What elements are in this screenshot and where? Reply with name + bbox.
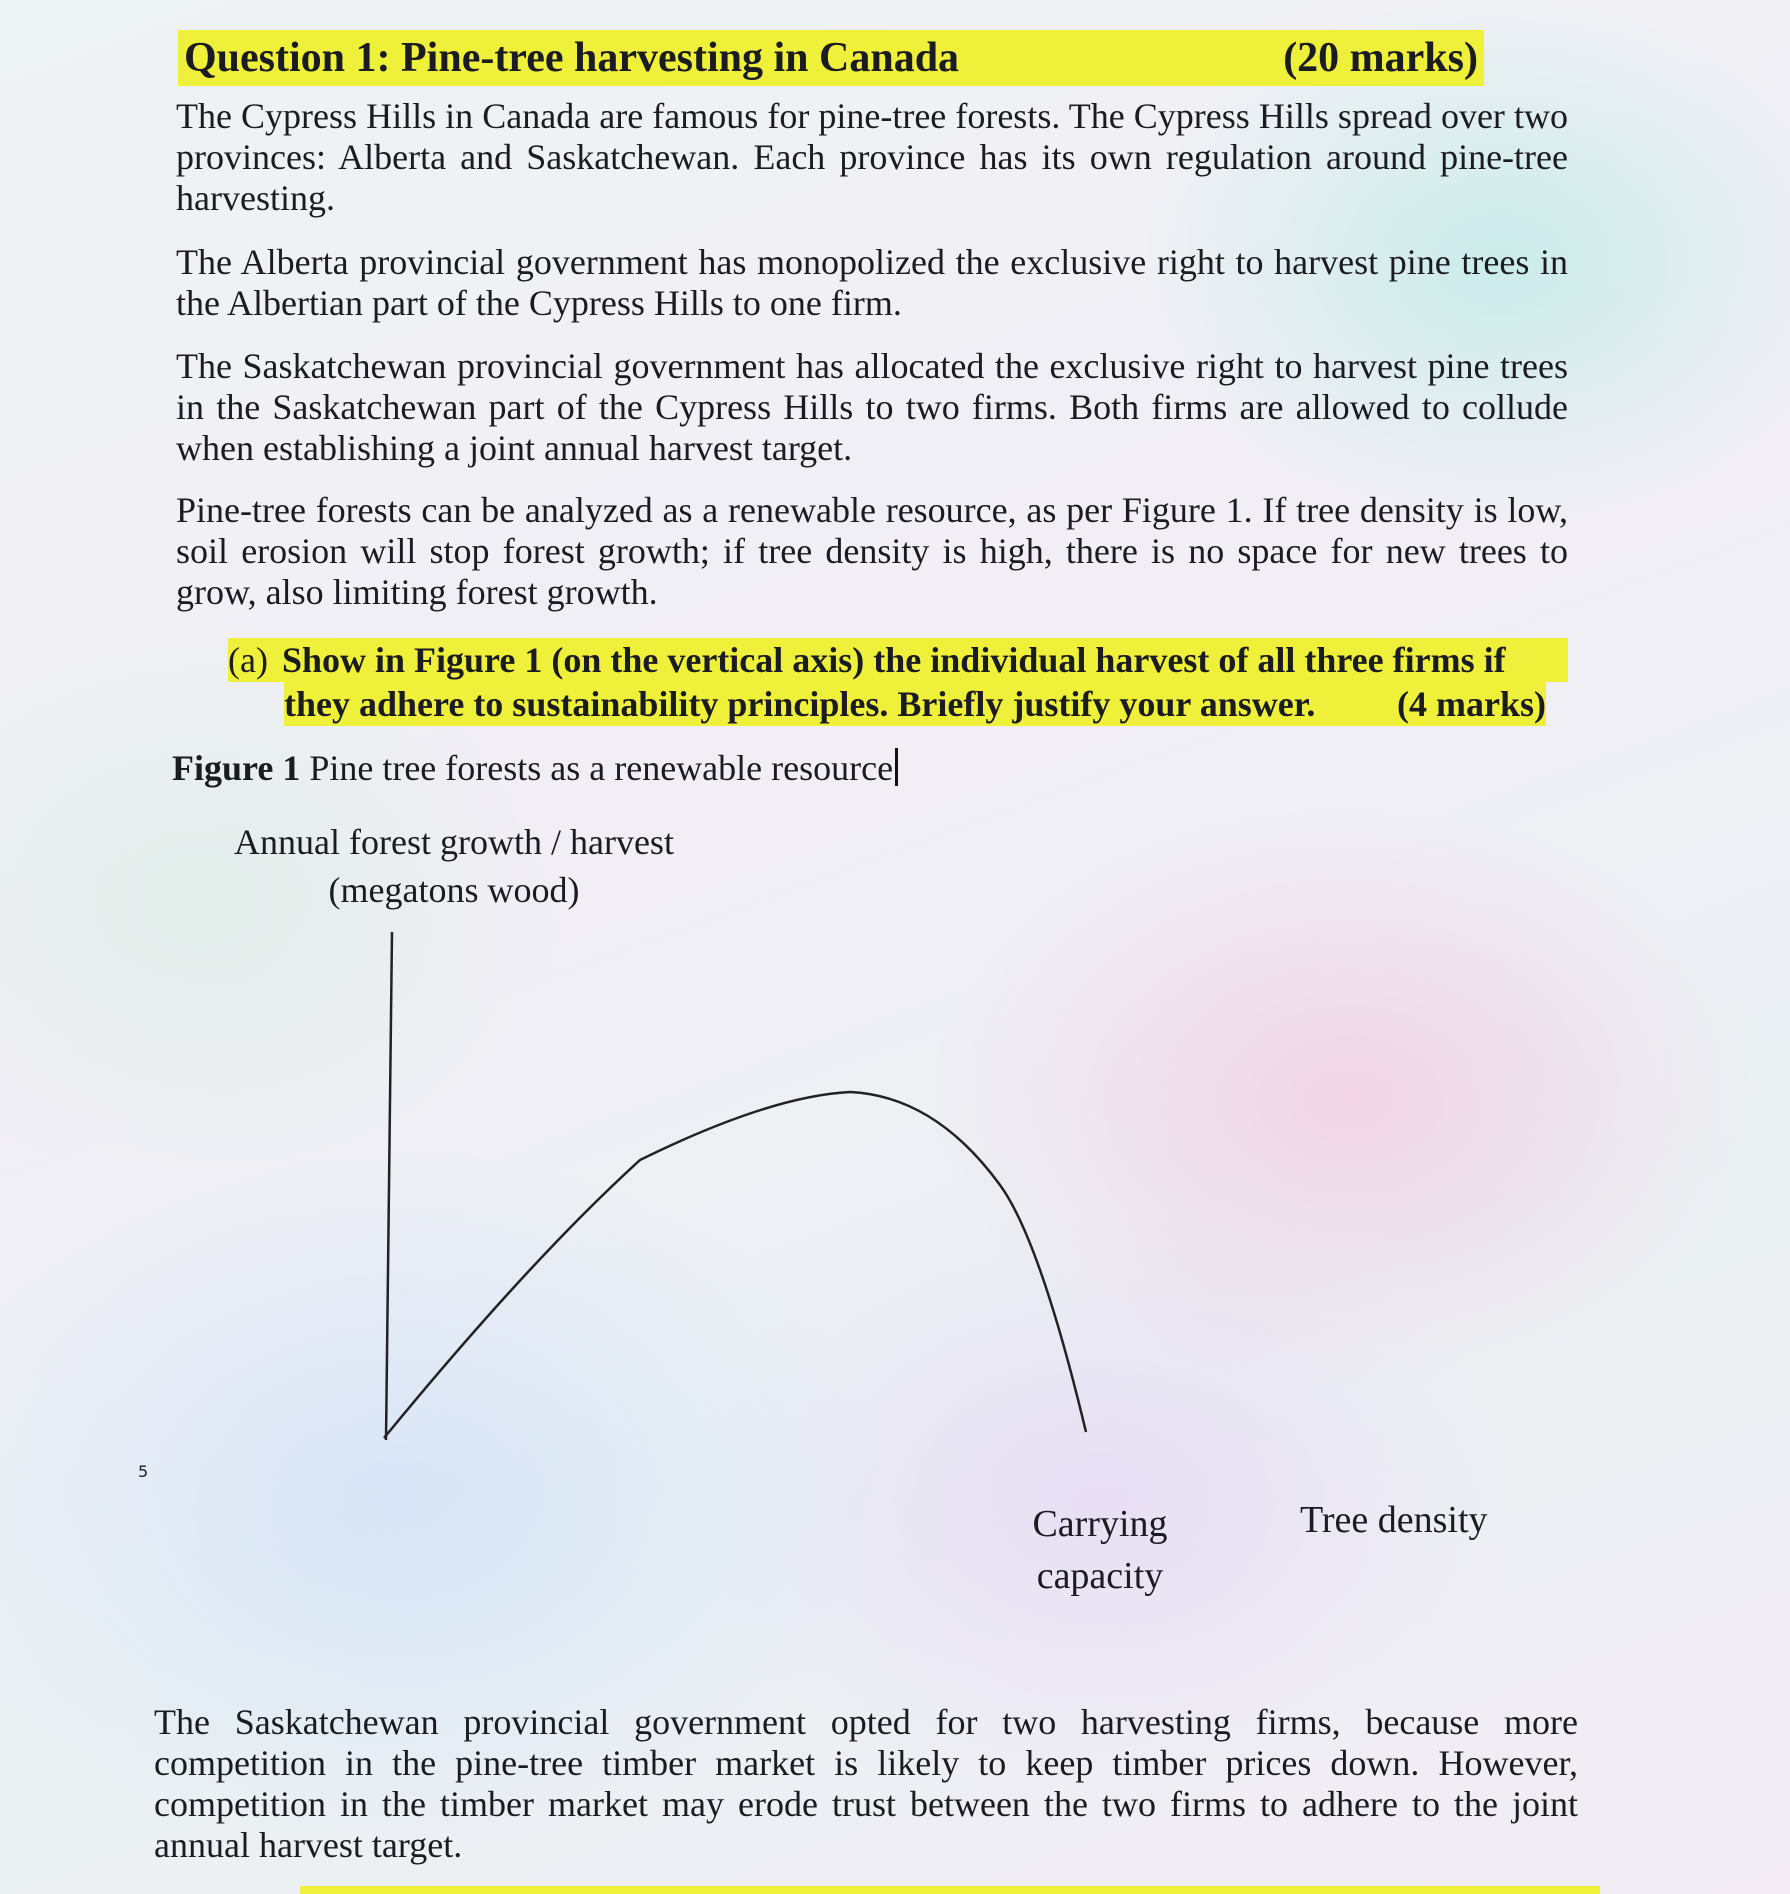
question-marks: (20 marks) [1283, 35, 1478, 81]
part-a-question [228, 638, 1572, 726]
question-title-bar [178, 30, 1484, 86]
paragraph-alberta: The Alberta provincial government has monopolized the exclusive right to harvest pine trees in the Albertian part of the Cypress Hills to one firm. [176, 242, 1568, 323]
part-a-text-2: they adhere to sustainability principles. Briefly justify your answer. [284, 684, 1316, 724]
y-axis-label [224, 818, 684, 914]
question-title: Question 1: Pine-tree harvesting in Canada [184, 35, 960, 81]
y-axis [386, 932, 392, 1440]
paragraph-intro: The Cypress Hills in Canada are famous for pine-tree forests. The Cypress Hills spread over two provinces: Alberta and Saskatchewan. Each province has its own regulation around pine-tree harvesting. [176, 96, 1568, 218]
y-axis-label-line-1: Annual forest growth / harvest [234, 822, 674, 862]
figure-number: Figure 1 [172, 748, 301, 788]
figure-caption [172, 746, 898, 790]
part-a-marks: (4 marks) [1397, 684, 1546, 724]
carrying-capacity-label [1020, 1498, 1180, 1602]
figure-caption-text: Pine tree forests as a renewable resource [309, 748, 894, 788]
part-a-label: (a) [228, 640, 268, 680]
part-a-line-2 [284, 682, 1546, 726]
x-axis-label: Tree density [1300, 1499, 1488, 1541]
part-a-text-1: Show in Figure 1 (on the vertical axis) the individual harvest of all three firms if [281, 640, 1506, 680]
highlight-strip [300, 1886, 1600, 1894]
text-cursor [895, 748, 898, 786]
carrying-capacity-line-1: Carrying [1032, 1503, 1168, 1545]
paragraph-saskatchewan: The Saskatchewan provincial government has allocated the exclusive right to harvest pine trees in the Saskatchewan part of the Cypress Hills to two firms. Both firms are allowed to collude when establishing a joint annual harvest target. [176, 346, 1568, 468]
carrying-capacity-line-2: capacity [1036, 1555, 1164, 1597]
y-axis-label-line-2: (megatons wood) [328, 870, 580, 910]
paragraph-closing: The Saskatchewan provincial government opted for two harvesting firms, because more competition in the pine-tree timber market is likely to keep timber prices down. However, competition in the timber market may erode trust between the two firms to adhere to the joint annual harvest target. [154, 1702, 1578, 1865]
part-a-line-1 [228, 638, 1568, 682]
paragraph-renewable: Pine-tree forests can be analyzed as a renewable resource, as per Figure 1. If tree density is low, soil erosion will stop forest growth; if tree density is high, there is no space for new trees to grow, also limiting forest growth. [176, 490, 1568, 612]
page-number: 5 [138, 1462, 149, 1481]
growth-curve [384, 1092, 1086, 1438]
